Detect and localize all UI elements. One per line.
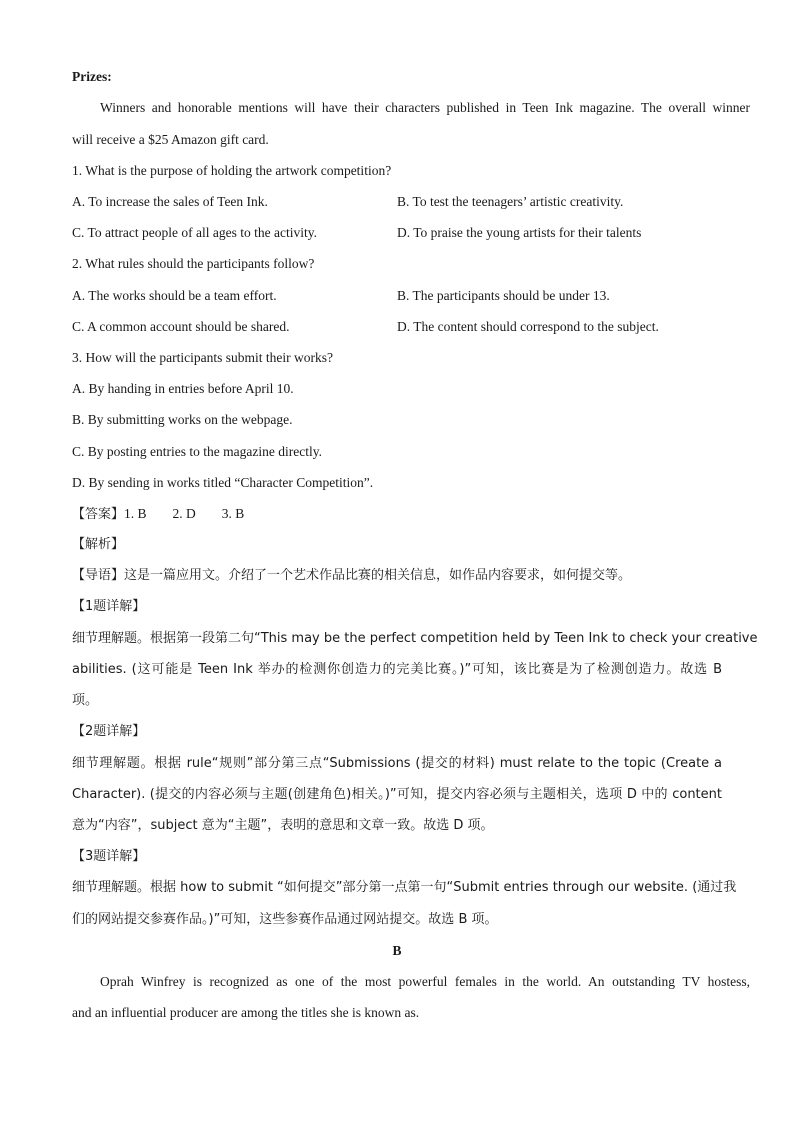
question-2-option-d: D. The content should correspond to the subject. bbox=[397, 319, 659, 334]
passage-b-line-2: and an influential producer are among the titles she is known as. bbox=[72, 1005, 420, 1020]
prizes-paragraph-line-2: will receive a $25 Amazon gift card. bbox=[72, 132, 269, 147]
question-2-option-a: A. The works should be a team effort. bbox=[72, 288, 277, 303]
question-1-stem: 1. What is the purpose of holding the artwork competition? bbox=[72, 163, 392, 178]
detail-1-line-2: abilities. (这可能是 Teen Ink 举办的检测你创造力的完美比赛。)”可知，该比赛是为了检测创造力。故选 B bbox=[72, 662, 722, 677]
detail-3-line-2: 们的网站提交参赛作品。)”可知，这些参赛作品通过网站提交。故选 B 项。 bbox=[72, 912, 498, 927]
detail-1-line-1: 细节理解题。根据第一段第二句“This may be the perfect competition held by Teen Ink to check your creative bbox=[72, 631, 758, 646]
question-3-option-c: C. By posting entries to the magazine directly. bbox=[72, 444, 322, 459]
passage-b-line-1: Oprah Winfrey is recognized as one of the most powerful females in the world. An outstanding TV hostess, bbox=[100, 974, 750, 989]
section-b-heading: B bbox=[392, 943, 402, 958]
analysis-label: 【解析】 bbox=[72, 537, 125, 552]
detail-3-line-1: 细节理解题。根据 how to submit “如何提交”部分第一点第一句“Submit entries through our website. (通过我 bbox=[72, 880, 737, 895]
question-2-option-b: B. The participants should be under 13. bbox=[397, 288, 610, 303]
question-2-option-c: C. A common account should be shared. bbox=[72, 319, 290, 334]
question-1-option-a: A. To increase the sales of Teen Ink. bbox=[72, 194, 268, 209]
question-1-options-row-2 bbox=[72, 224, 722, 242]
detail-3-label: 【3题详解】 bbox=[72, 849, 146, 864]
answer-3: 3. B bbox=[221, 506, 245, 521]
answer-label: 【答案】 bbox=[72, 507, 125, 522]
detail-2-label: 【2题详解】 bbox=[72, 724, 146, 739]
question-1-options-row-1 bbox=[72, 193, 722, 211]
guide-text: 【导语】这是一篇应用文。介绍了一个艺术作品比赛的相关信息，如作品内容要求，如何提交等。 bbox=[72, 568, 632, 583]
answer-2: 2. D bbox=[172, 506, 196, 521]
question-2-stem: 2. What rules should the participants follow? bbox=[72, 256, 315, 271]
question-1-option-b: B. To test the teenagers’ artistic creativity. bbox=[397, 194, 624, 209]
question-3-option-a: A. By handing in entries before April 10. bbox=[72, 381, 294, 396]
question-1-option-d: D. To praise the young artists for their talents bbox=[397, 225, 642, 240]
detail-2-line-2: Character). (提交的内容必须与主题(创建角色)相关。)”可知，提交内容必须与主题相关，选项 D 中的 content bbox=[72, 787, 722, 802]
detail-2-line-3: 意为“内容”，subject 意为“主题”，表明的意思和文章一致。故选 D 项。 bbox=[72, 818, 494, 833]
detail-2-line-1: 细节理解题。根据 rule“规则”部分第三点“Submissions (提交的材料) must relate to the topic (Create a bbox=[72, 756, 722, 771]
question-2-options-row-1 bbox=[72, 287, 722, 305]
question-3-option-d: D. By sending in works titled “Character Competition”. bbox=[72, 475, 374, 490]
detail-1-line-3: 项。 bbox=[72, 693, 99, 708]
question-3-option-b: B. By submitting works on the webpage. bbox=[72, 412, 293, 427]
answer-line bbox=[72, 505, 722, 524]
detail-1-label: 【1题详解】 bbox=[72, 599, 146, 614]
question-1-option-c: C. To attract people of all ages to the activity. bbox=[72, 225, 317, 240]
prizes-paragraph-line-1: Winners and honorable mentions will have their characters published in Teen Ink magazine. The overall winner bbox=[100, 100, 750, 115]
question-3-stem: 3. How will the participants submit their works? bbox=[72, 350, 333, 365]
question-2-options-row-2 bbox=[72, 318, 722, 336]
answer-1: 1. B bbox=[124, 506, 147, 521]
prizes-heading: Prizes: bbox=[72, 69, 112, 84]
